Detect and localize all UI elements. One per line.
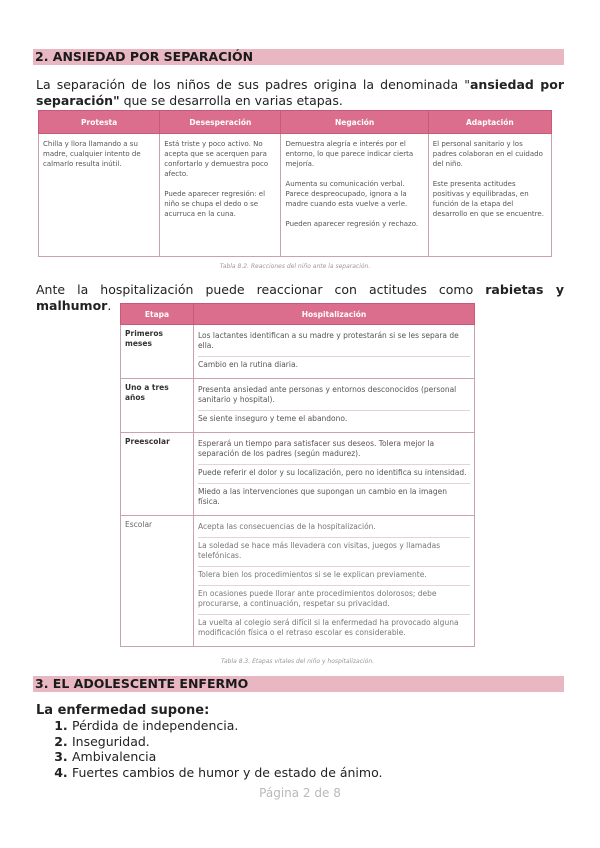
intro-text-end: que se desarrolla en varias etapas. bbox=[119, 93, 343, 108]
stage-label: Uno a tres años bbox=[121, 379, 194, 433]
item-text: Acepta las consecuencias de la hospitalización. bbox=[198, 519, 470, 538]
intro-text: Ante la hospitalización puede reaccionar con actitudes como bbox=[36, 282, 486, 297]
list-item: 3. Ambivalencia bbox=[72, 749, 383, 765]
col-header-protesta: Protesta bbox=[39, 111, 160, 134]
cell-text: Pueden aparecer regresión y rechazo. bbox=[285, 220, 419, 228]
list-item: 1. Pérdida de independencia. bbox=[72, 718, 383, 734]
separation-stages-table bbox=[38, 110, 552, 257]
cell-negacion bbox=[281, 134, 428, 257]
cell-desesperacion bbox=[160, 134, 281, 257]
cell-text: Chilla y llora llamando a su madre, cualquier intento de calmarlo resulta inútil. bbox=[43, 140, 141, 168]
hospitalization-table bbox=[120, 303, 475, 647]
item-text: Miedo a las intervenciones que supongan un cambio en la imagen física. bbox=[198, 487, 448, 506]
list-item: 2. Inseguridad. bbox=[72, 734, 383, 750]
col-header-etapa: Etapa bbox=[121, 304, 194, 325]
item-text: La vuelta al colegio será difícil si la enfermedad ha provocado alguna modificación física o el retraso escolar es considerable. bbox=[198, 618, 459, 637]
item-text: Presenta ansiedad ante personas y entornos desconocidos (personal sanitario y hospital). bbox=[198, 382, 470, 411]
stage-label: Escolar bbox=[121, 516, 194, 647]
item-text: Se siente inseguro y teme el abandono. bbox=[198, 414, 348, 423]
stage-label: Preescolar bbox=[121, 433, 194, 516]
item-text: En ocasiones puede llorar ante procedimientos dolorosos; debe procurarse, a continuación, respetar su privacidad. bbox=[198, 586, 470, 615]
table-row bbox=[121, 516, 475, 647]
table-row bbox=[121, 433, 475, 516]
cell-text: Demuestra alegría e interés por el entorno, lo que parece indicar cierta mejoría. bbox=[285, 140, 414, 168]
page-number: Página 2 de 8 bbox=[259, 786, 341, 800]
col-header-negacion: Negación bbox=[281, 111, 428, 134]
item-text: Esperará un tiempo para satisfacer sus deseos. Tolera mejor la separación de los padres (según madurez). bbox=[198, 436, 470, 465]
section-2-header: 2. ANSIEDAD POR SEPARACIÓN bbox=[33, 49, 564, 65]
cell-text: Puede aparecer regresión: el niño se chupa el dedo o se acurruca en la cuna. bbox=[164, 190, 266, 218]
col-header-adaptacion: Adaptación bbox=[428, 111, 551, 134]
list-item: 4. Fuertes cambios de humor y de estado de ánimo. bbox=[72, 765, 383, 781]
cell-text: Está triste y poco activo. No acepta que se acerquen para confortarlo y demuestra poco afecto. bbox=[164, 140, 269, 178]
cell-text: Este presenta actitudes positivas y equilibradas, en función de la etapa del desarrollo en que se encuentre. bbox=[432, 180, 544, 218]
stage-items bbox=[194, 379, 475, 433]
cell-text: El personal sanitario y los padres colaboran en el cuidado del niño. bbox=[432, 140, 543, 168]
col-header-hospitalizacion: Hospitalización bbox=[194, 304, 475, 325]
table-row bbox=[121, 325, 475, 379]
item-text: Tolera bien los procedimientos si se le explican previamente. bbox=[198, 567, 470, 586]
intro-bold-term: rabietas y malhumor bbox=[36, 282, 564, 313]
table-1-caption: Tabla 8.2. Reacciones del niño ante la separación. bbox=[219, 263, 371, 270]
cell-text: Aumenta su comunicación verbal. Parece despreocupado, ignora a la madre cuando esta vuelve a verle. bbox=[285, 180, 408, 208]
intro-text-end: . bbox=[107, 298, 112, 313]
cell-adaptacion bbox=[428, 134, 551, 257]
item-text: Puede referir el dolor y su localización, pero no identifica su intensidad. bbox=[198, 465, 470, 484]
separation-intro bbox=[36, 77, 564, 109]
item-text: La soledad se hace más llevadera con visitas, juegos y llamadas telefónicas. bbox=[198, 538, 470, 567]
table-2-caption: Tabla 8.3. Etapas vitales del niño y hospitalización. bbox=[220, 658, 375, 665]
item-text: Los lactantes identifican a su madre y protestarán si se les separa de ella. bbox=[198, 328, 470, 357]
intro-bold-term: ansiedad por separación" bbox=[36, 77, 565, 108]
stage-label: Primeros meses bbox=[121, 325, 194, 379]
list-title: La enfermedad supone: bbox=[36, 703, 210, 718]
table-row bbox=[121, 379, 475, 433]
col-header-desesperacion: Desesperación bbox=[160, 111, 281, 134]
consequences-list bbox=[36, 718, 383, 780]
intro-text: La separación de los niños de sus padres origina la denominada " bbox=[36, 77, 470, 92]
stage-items bbox=[194, 325, 475, 379]
cell-protesta bbox=[39, 134, 160, 257]
stage-items bbox=[194, 433, 475, 516]
stage-items bbox=[194, 516, 475, 647]
item-text: Cambio en la rutina diaria. bbox=[198, 360, 298, 369]
section-3-header: 3. EL ADOLESCENTE ENFERMO bbox=[33, 676, 564, 692]
